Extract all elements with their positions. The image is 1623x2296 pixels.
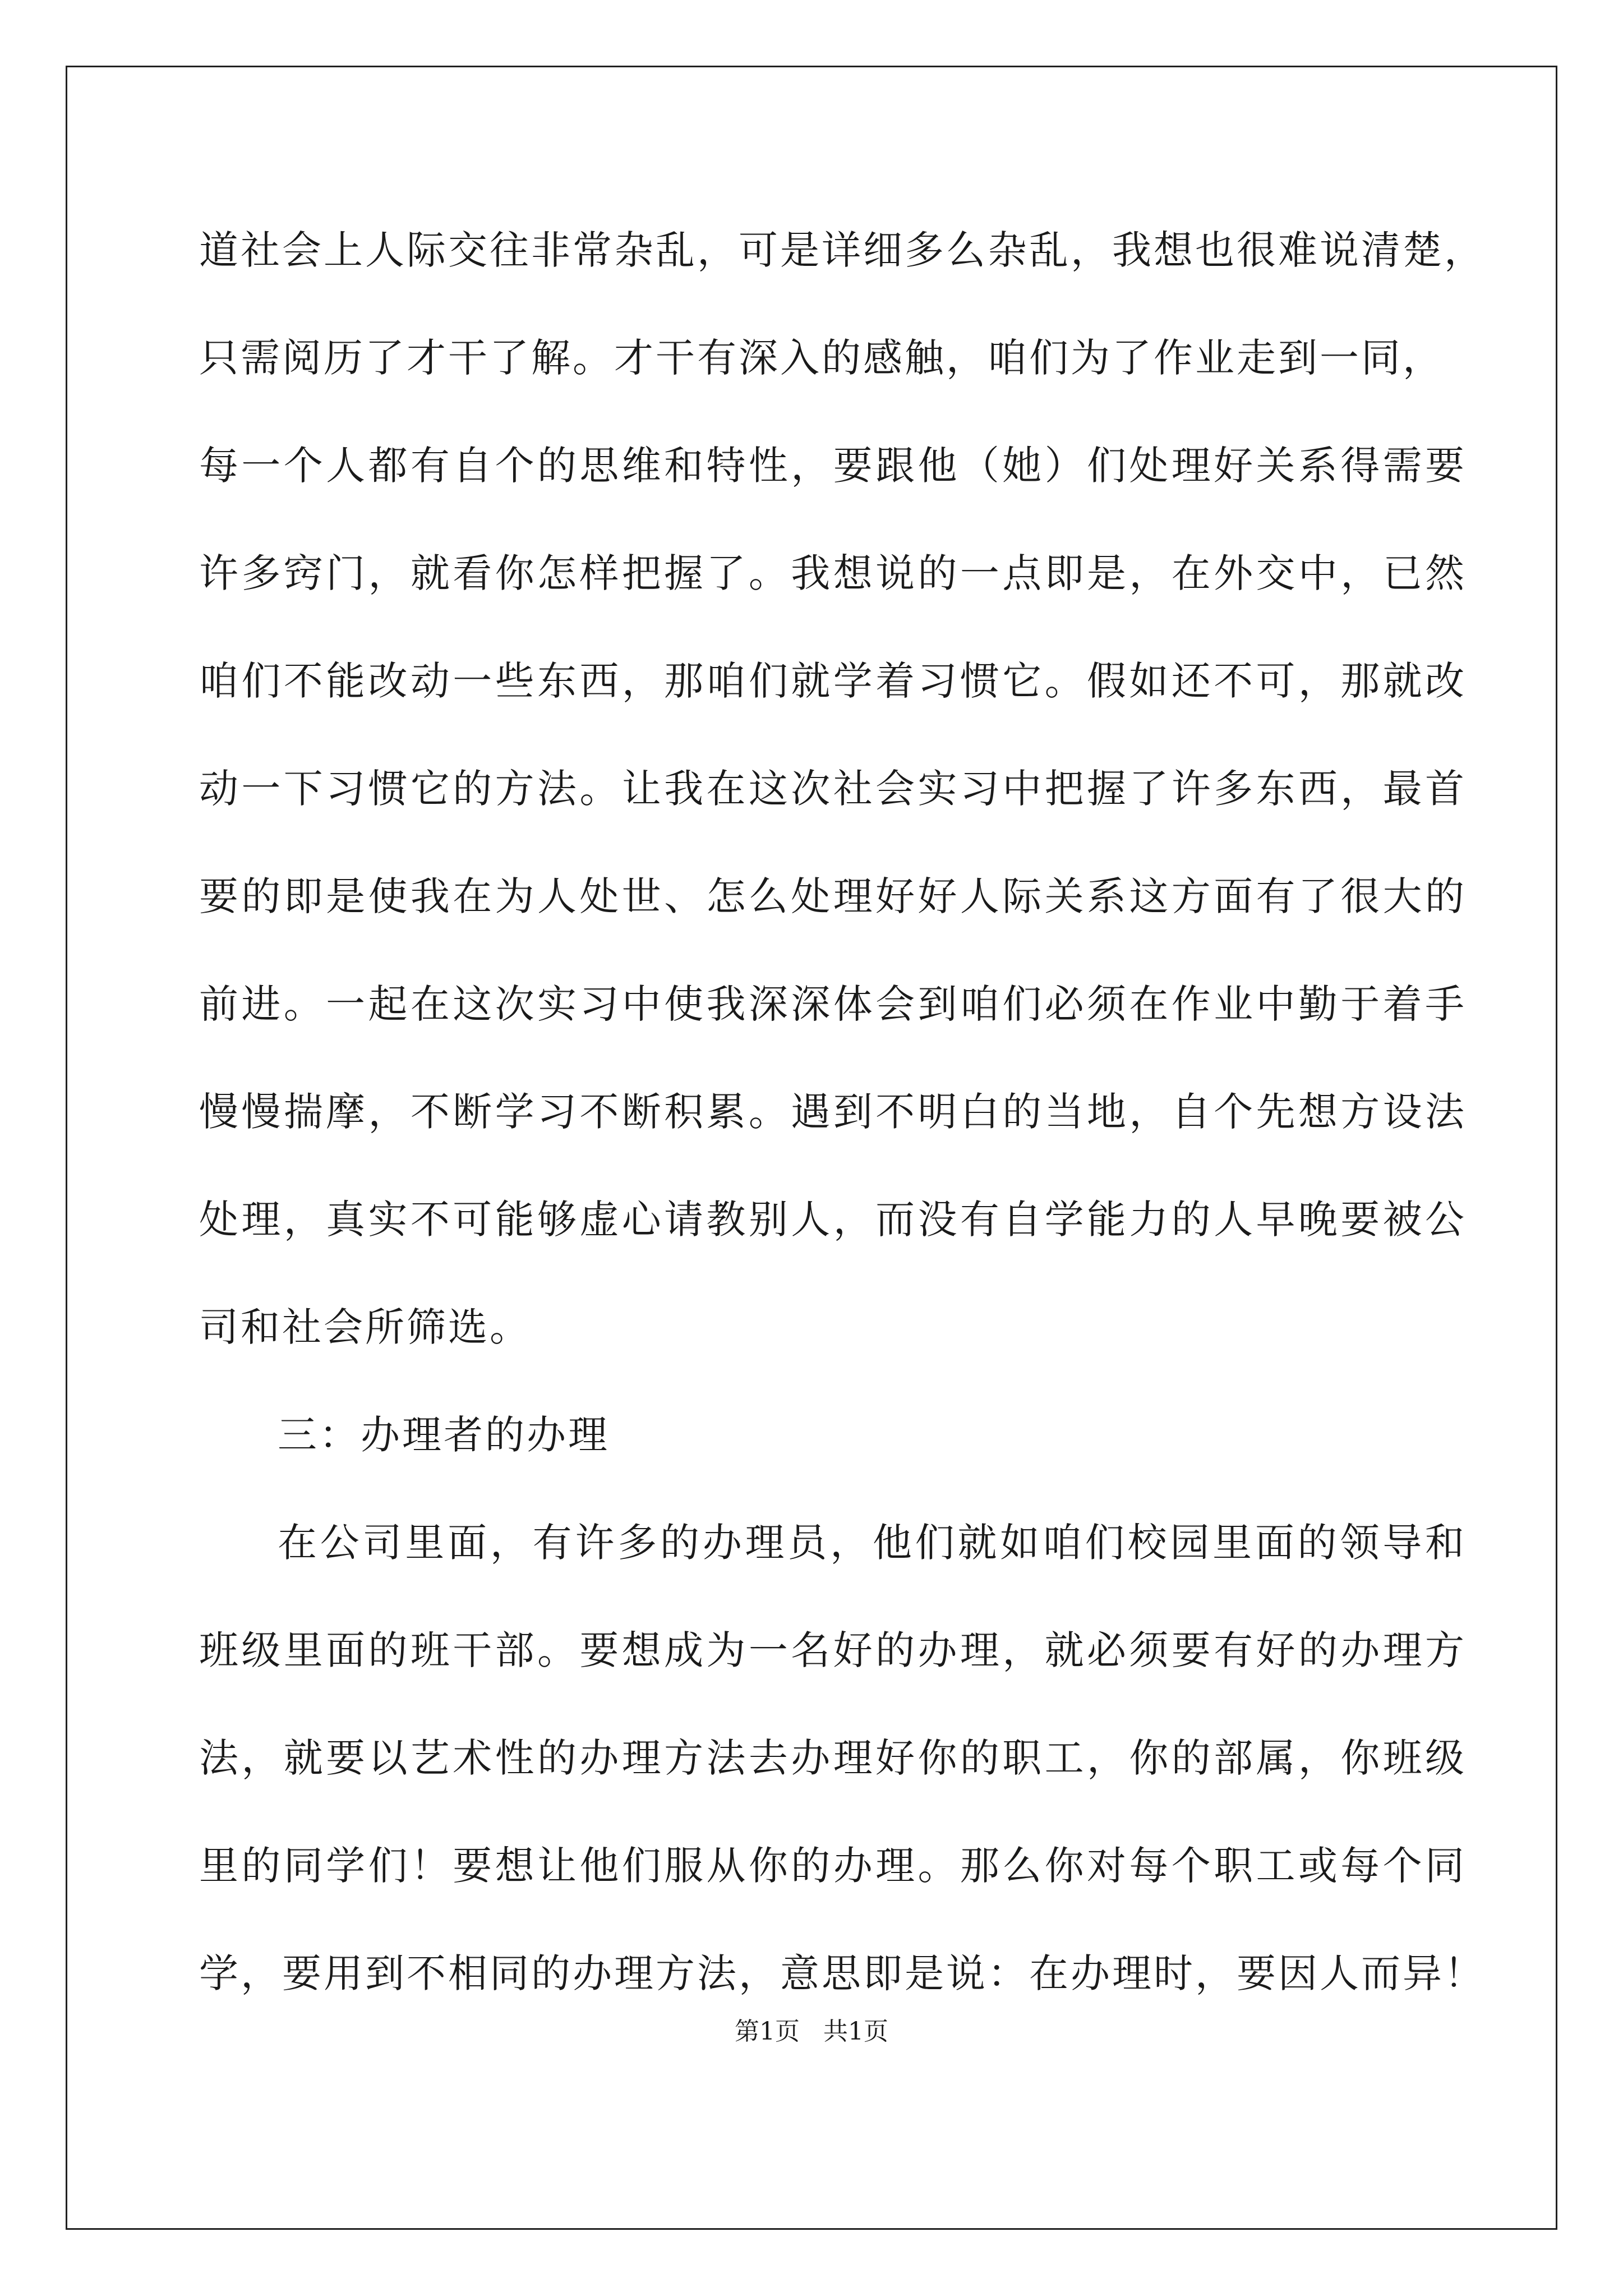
paragraph-line: 咱们不能改动一些东西，那咱们就学着习惯它。假如还不可，那就改	[199, 658, 1467, 704]
paragraph-line: 道社会上人际交往非常杂乱，可是详细多么杂乱，我想也很难说清楚，	[199, 227, 1486, 273]
paragraph-line: 要的即是使我在为人处世、怎么处理好好人际关系这方面有了很大的	[199, 873, 1467, 919]
paragraph-line: 只需阅历了才干了解。才干有深入的感触，咱们为了作业走到一同，	[199, 335, 1444, 381]
paragraph-line: 处理，真实不可能够虚心请教别人，而没有自学能力的人早晚要被公	[199, 1197, 1467, 1243]
paragraph-line: 班级里面的班干部。要想成为一名好的办理，就必须要有好的办理方	[199, 1627, 1467, 1673]
paragraph-line: 每一个人都有自个的思维和特性，要跟他（她）们处理好关系得需要	[199, 443, 1467, 489]
paragraph-line: 慢慢揣摩，不断学习不断积累。遇到不明白的当地，自个先想方设法	[199, 1089, 1467, 1135]
document-body	[199, 196, 1486, 2027]
page-number-footer: 第1页 共1页	[735, 2017, 888, 2046]
section-heading: 三：办理者的办理	[278, 1412, 610, 1458]
paragraph-line: 学，要用到不相同的办理方法，意思即是说：在办理时，要因人而异！	[199, 1950, 1486, 1996]
paragraph-line: 法，就要以艺术性的办理方法去办理好你的职工，你的部属，你班级	[199, 1735, 1467, 1781]
paragraph-line: 司和社会所筛选。	[199, 1304, 531, 1350]
paragraph-line: 许多窍门，就看你怎样把握了。我想说的一点即是，在外交中，已然	[199, 550, 1467, 596]
paragraph-line: 前进。一起在这次实习中使我深深体会到咱们必须在作业中勤于着手	[199, 981, 1467, 1027]
paragraph-line: 在公司里面，有许多的办理员，他们就如咱们校园里面的领导和	[278, 1520, 1467, 1566]
paragraph-line: 里的同学们！要想让他们服从你的办理。那么你对每个职工或每个同	[199, 1843, 1467, 1889]
paragraph-line: 动一下习惯它的方法。让我在这次社会实习中把握了许多东西，最首	[199, 766, 1467, 812]
